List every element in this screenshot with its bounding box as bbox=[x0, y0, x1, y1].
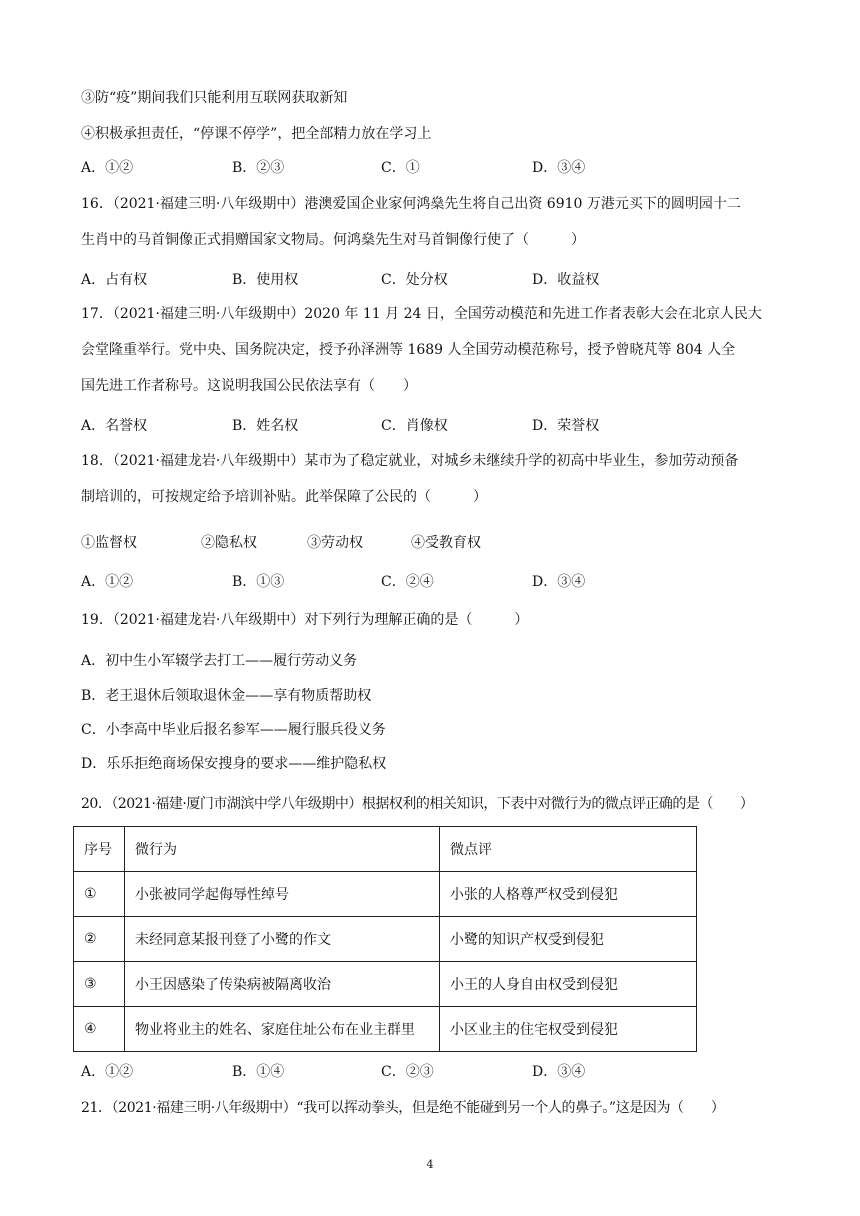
option-b[interactable]: B．①④ bbox=[232, 1064, 285, 1080]
option-c[interactable]: C．②③ bbox=[381, 1064, 434, 1080]
q20-table bbox=[73, 826, 697, 1052]
q18-item-2: ②隐私权 bbox=[201, 535, 257, 551]
table-cell: ④ bbox=[74, 1007, 125, 1052]
options-row bbox=[81, 158, 781, 178]
q16-stem-line2: 生肖中的马首铜像正式捐赠国家文物局。何鸿燊先生对马首铜像行使了（ ） bbox=[81, 232, 585, 248]
table-cell: ② bbox=[74, 917, 125, 962]
table-cell: 未经同意某报刊登了小鹭的作文 bbox=[125, 917, 440, 962]
table-cell: 小王的人身自由权受到侵犯 bbox=[440, 962, 697, 1007]
table-header-row bbox=[74, 827, 697, 872]
header-cell: 序号 bbox=[74, 827, 125, 872]
option-d[interactable]: D．荣誉权 bbox=[532, 418, 600, 434]
table-cell: ③ bbox=[74, 962, 125, 1007]
q18-item-4: ④受教育权 bbox=[411, 535, 481, 551]
table-cell: 小张被同学起侮辱性绰号 bbox=[125, 872, 440, 917]
table-row bbox=[74, 917, 697, 962]
q17-stem-line1: 17．（2021·福建三明·八年级期中）2020 年 11 月 24 日，全国劳动模范和先进工作者表彰大会在北京人民大 bbox=[81, 306, 762, 322]
q17-options-row bbox=[81, 416, 781, 436]
option-d[interactable]: D．③④ bbox=[532, 160, 586, 176]
table-cell: ① bbox=[74, 872, 125, 917]
option-a[interactable]: A．①② bbox=[81, 574, 134, 590]
q18-item-3: ③劳动权 bbox=[307, 535, 363, 551]
page-number: 4 bbox=[426, 1158, 434, 1171]
option-a[interactable]: A．名誉权 bbox=[81, 418, 148, 434]
q18-options-row bbox=[81, 572, 781, 592]
statement-3: ③防“疫”期间我们只能利用互联网获取新知 bbox=[81, 90, 348, 106]
option-c[interactable]: C．处分权 bbox=[381, 272, 448, 288]
table-cell: 小鹭的知识产权受到侵犯 bbox=[440, 917, 697, 962]
q19-stem: 19．（2021·福建龙岩·八年级期中）对下列行为理解正确的是（ ） bbox=[81, 612, 529, 628]
table-cell: 小王因感染了传染病被隔离收治 bbox=[125, 962, 440, 1007]
table-cell: 物业将业主的姓名、家庭住址公布在业主群里 bbox=[125, 1007, 440, 1052]
q18-stem-line1: 18．（2021·福建龙岩·八年级期中）某市为了稳定就业，对城乡未继续升学的初高中毕业生，参加劳动预备 bbox=[81, 453, 739, 469]
table-cell: 小张的人格尊严权受到侵犯 bbox=[440, 872, 697, 917]
option-a[interactable]: A．①② bbox=[81, 160, 134, 176]
table-row bbox=[74, 962, 697, 1007]
option-d[interactable]: D．收益权 bbox=[532, 272, 600, 288]
option-a[interactable]: A．占有权 bbox=[81, 272, 148, 288]
q20-stem: 20．（2021·福建·厦门市湖滨中学八年级期中）根据权利的相关知识，下表中对微行为的微点评正确的是（ ） bbox=[81, 796, 754, 812]
option-b[interactable]: B．姓名权 bbox=[232, 418, 299, 434]
header-cell: 微点评 bbox=[440, 827, 697, 872]
q19-choice-d[interactable]: D．乐乐拒绝商场保安搜身的要求——维护隐私权 bbox=[81, 756, 387, 772]
q18-items-row bbox=[81, 533, 781, 553]
option-b[interactable]: B．①③ bbox=[232, 574, 285, 590]
option-c[interactable]: C．① bbox=[381, 160, 420, 176]
q17-stem-line3: 国先进工作者称号。这说明我国公民依法享有（ ） bbox=[81, 378, 417, 394]
option-c[interactable]: C．肖像权 bbox=[381, 418, 448, 434]
header-cell: 微行为 bbox=[125, 827, 440, 872]
q20-options-row bbox=[81, 1062, 781, 1082]
q16-options-row bbox=[81, 270, 781, 290]
q17-stem-line2: 会堂隆重举行。党中央、国务院决定，授予孙泽洲等 1689 人全国劳动模范称号，授予曾晓芃等 804 人全 bbox=[81, 342, 736, 358]
q18-stem-line2: 制培训的，可按规定给予培训补贴。此举保障了公民的（ ） bbox=[81, 489, 487, 505]
q18-item-1: ①监督权 bbox=[81, 535, 137, 551]
table-row bbox=[74, 1007, 697, 1052]
option-b[interactable]: B．②③ bbox=[232, 160, 285, 176]
statement-4: ④积极承担责任，“停课不停学”，把全部精力放在学习上 bbox=[81, 126, 432, 142]
q16-stem-line1: 16．（2021·福建三明·八年级期中）港澳爱国企业家何鸿燊先生将自己出资 6910 万港元买下的圆明园十二 bbox=[81, 196, 741, 212]
option-d[interactable]: D．③④ bbox=[532, 1064, 586, 1080]
table-row bbox=[74, 872, 697, 917]
option-a[interactable]: A．①② bbox=[81, 1064, 134, 1080]
q19-choice-c[interactable]: C．小李高中毕业后报名参军——履行服兵役义务 bbox=[81, 722, 386, 738]
option-c[interactable]: C．②④ bbox=[381, 574, 434, 590]
q19-choice-b[interactable]: B．老王退休后领取退休金——享有物质帮助权 bbox=[81, 688, 372, 704]
option-d[interactable]: D．③④ bbox=[532, 574, 586, 590]
table-cell: 小区业主的住宅权受到侵犯 bbox=[440, 1007, 697, 1052]
q19-choice-a[interactable]: A．初中生小军辍学去打工——履行劳动义务 bbox=[81, 653, 358, 669]
option-b[interactable]: B．使用权 bbox=[232, 272, 299, 288]
q21-stem: 21．（2021·福建三明·八年级期中）“我可以挥动拳头，但是绝不能碰到另一个人的鼻子。”这是因为（ ） bbox=[81, 1100, 725, 1116]
